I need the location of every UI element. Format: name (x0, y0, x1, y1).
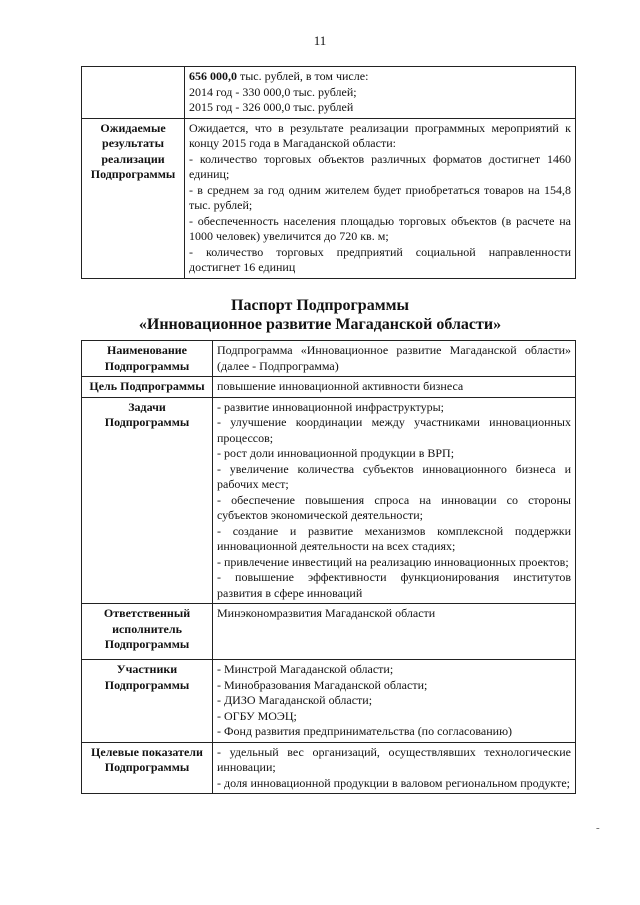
name-value: Подпрограмма «Инновационное развитие Магаданской области» (далее - Подпрограмма) (213, 341, 576, 377)
results-item: - обеспеченность населения площадью торговых объектов (в расчете на 1000 человек) увеличится до 720 кв. м; (189, 213, 571, 243)
section-title (0, 296, 640, 334)
indicators-label: Целевые показатели Подпрограммы (82, 742, 213, 794)
list-item: - ДИЗО Магаданской области; (217, 693, 373, 707)
tasks-label: Задачи Подпрограммы (82, 397, 213, 604)
executor-label: Ответственный исполнитель Подпрограммы (82, 604, 213, 660)
funding-results-table (81, 66, 576, 279)
table-row (82, 118, 576, 278)
table-row (82, 660, 576, 743)
section-title-line-2: «Инновационное развитие Магаданской области» (138, 316, 502, 333)
margin-mark: - (596, 822, 600, 834)
results-item: - количество торговых предприятий социальной направленности достигнет 16 единиц (189, 244, 571, 274)
list-item: - обеспечение повышения спроса на инновации со стороны субъектов экономической деятельности; (217, 492, 571, 522)
executor-value: Минэкономразвития Магаданской области (213, 604, 576, 660)
list-item: - улучшение координации между участниками инновационных процессов; (217, 415, 571, 445)
results-label: Ожидаемые результаты реализации Подпрограммы (82, 118, 185, 278)
page-number: 11 (313, 33, 327, 48)
indicators-cell (213, 742, 576, 794)
goal-value: повышение инновационной активности бизнеса (213, 377, 576, 398)
list-item: - увеличение количества субъектов инновационного бизнеса и рабочих мест; (217, 461, 571, 491)
table-row (82, 742, 576, 794)
table-row (82, 341, 576, 377)
funding-2014: 2014 год - 330 000,0 тыс. рублей; (189, 84, 357, 99)
list-item: - ОГБУ МОЭЦ; (217, 708, 297, 723)
table-row (82, 377, 576, 398)
list-item: - создание и развитие механизмов комплексной поддержки инновационной деятельности на всех стадиях; (217, 523, 571, 553)
funding-label-cell (82, 67, 185, 119)
section-title-line-1: Паспорт Подпрограммы (231, 297, 409, 314)
results-intro: Ожидается, что в результате реализации программных мероприятий к концу 2015 года в Магаданской области: (189, 120, 571, 150)
list-item: - доля инновационной продукции в валовом региональном продукте; (217, 775, 571, 790)
goal-label: Цель Подпрограммы (82, 377, 213, 398)
tasks-cell (213, 397, 576, 604)
list-item: - Фонд развития предпринимательства (по согласованию) (217, 724, 513, 738)
results-item: - количество торговых объектов различных форматов достигнет 1460 единиц; (189, 151, 571, 181)
results-cell (185, 118, 576, 278)
funding-2015: 2015 год - 326 000,0 тыс. рублей (189, 100, 354, 114)
list-item: - Минстрой Магаданской области; (217, 662, 394, 676)
list-item: - рост доли инновационной продукции в ВРП; (217, 446, 455, 460)
table-row (82, 397, 576, 604)
list-item: - удельный вес организаций, осуществлявших технологические инновации; (217, 744, 571, 774)
participants-label: Участники Подпрограммы (82, 660, 213, 743)
funding-cell (185, 67, 576, 119)
table-row (82, 67, 576, 119)
table-row (82, 604, 576, 660)
results-item: - в среднем за год одним жителем будет приобретаться товаров на 154,8 тыс. рублей; (189, 182, 571, 212)
participants-cell (213, 660, 576, 743)
name-label: Наименование Подпрограммы (82, 341, 213, 377)
passport-table (81, 340, 576, 794)
funding-total: 656 000,0 тыс. рублей, в том числе: (189, 69, 369, 83)
list-item: - привлечение инвестиций на реализацию инновационных проектов; (217, 554, 569, 569)
list-item: - повышение эффективности функционирования институтов развития в сфере инноваций (217, 570, 571, 600)
list-item: - Минобразования Магаданской области; (217, 677, 428, 692)
list-item: - развитие инновационной инфраструктуры; (217, 399, 445, 414)
